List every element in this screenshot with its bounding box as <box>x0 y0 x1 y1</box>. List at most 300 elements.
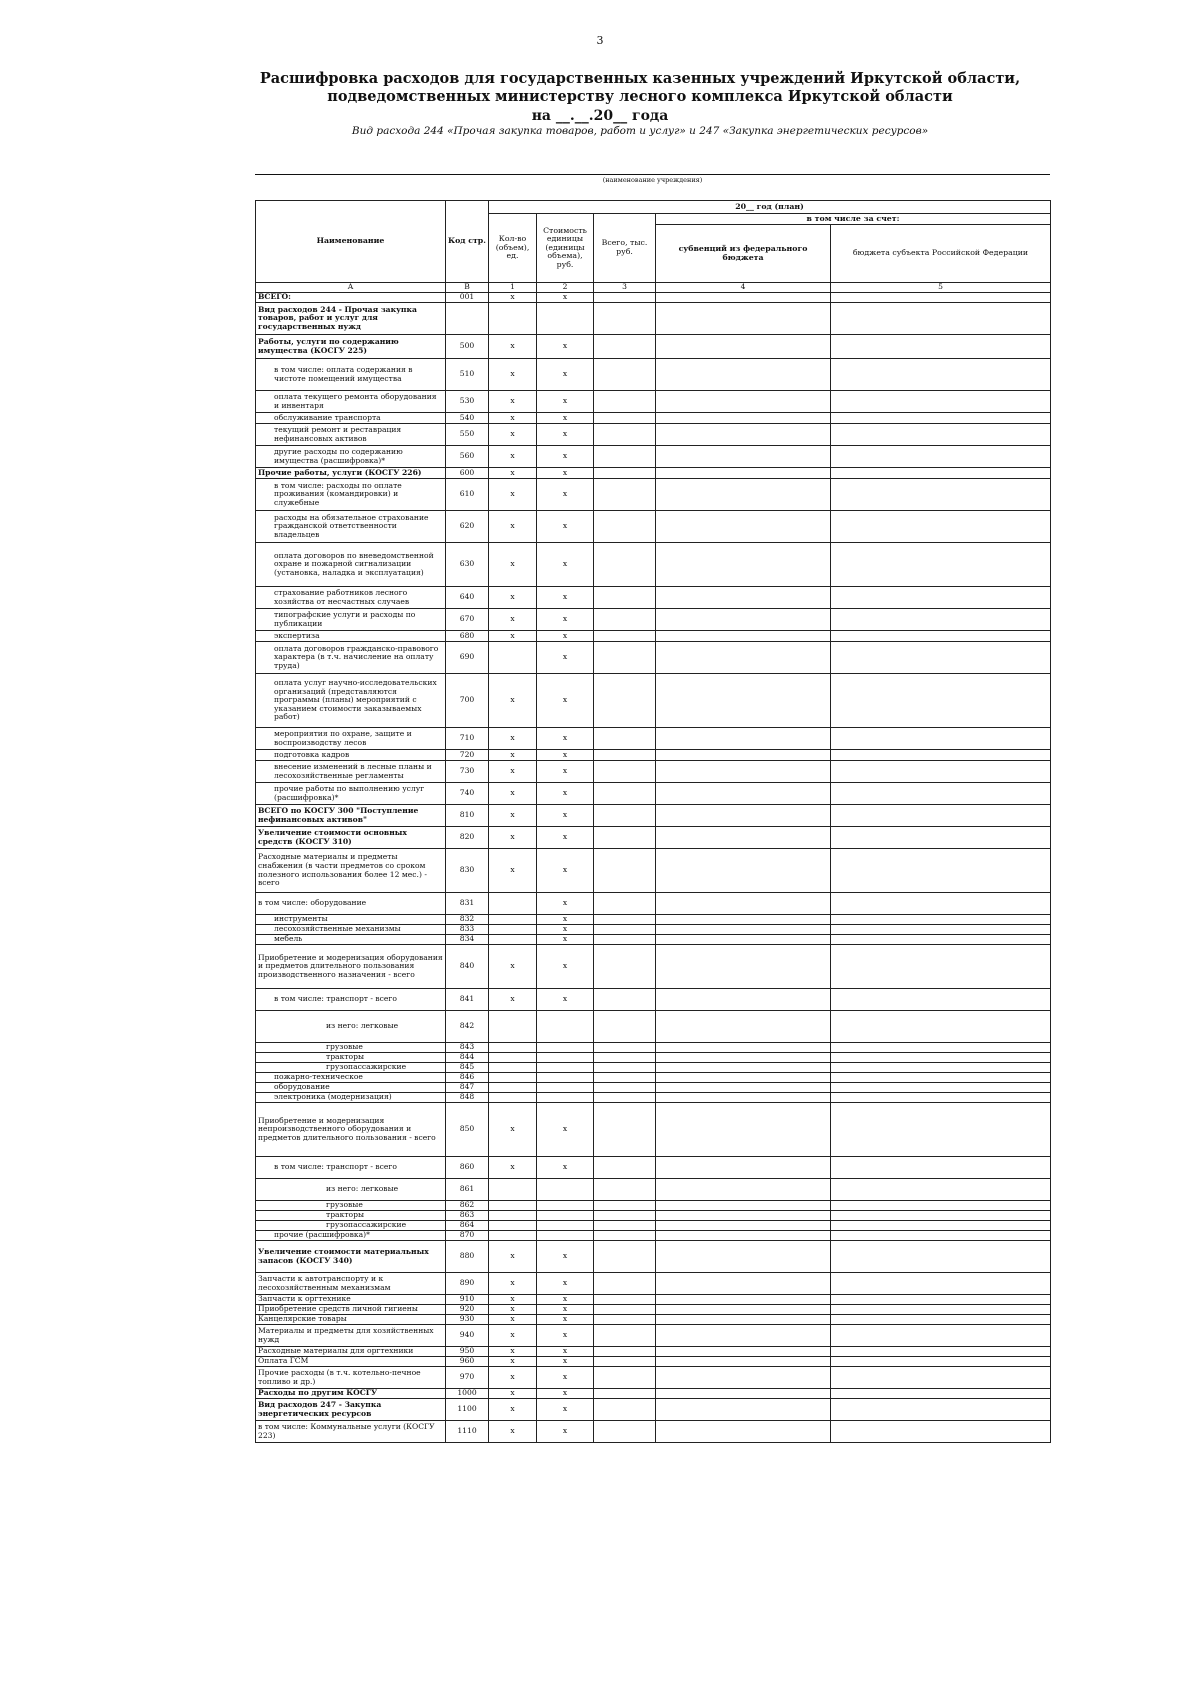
row-name: Приобретение средств личной гигиены <box>256 1305 446 1315</box>
row-total <box>594 391 656 413</box>
row-qty <box>489 303 537 335</box>
row-total <box>594 1399 656 1421</box>
row-qty: x <box>489 849 537 893</box>
row-code: 847 <box>446 1083 489 1093</box>
header-qty: Кол-во (объем), ед. <box>489 214 537 283</box>
row-code: 930 <box>446 1315 489 1325</box>
row-qty: x <box>489 945 537 989</box>
row-regional <box>831 1305 1051 1315</box>
row-code: 1110 <box>446 1421 489 1443</box>
row-qty: x <box>489 293 537 303</box>
row-name: Вид расходов 244 - Прочая закупка товаров, работ и услуг для государственных нужд <box>256 303 446 335</box>
row-unit-cost: x <box>537 543 594 587</box>
row-regional <box>831 1389 1051 1399</box>
header-federal: субвенций из федерального бюджета <box>656 225 831 283</box>
row-unit-cost <box>537 1231 594 1241</box>
table-row <box>256 543 1051 587</box>
row-qty: x <box>489 750 537 761</box>
row-total <box>594 1083 656 1093</box>
row-regional <box>831 1347 1051 1357</box>
row-unit-cost: x <box>537 1315 594 1325</box>
row-code: 710 <box>446 728 489 750</box>
row-name: в том числе: оплата содержания в чистоте помещений имущества <box>256 359 446 391</box>
row-total <box>594 1241 656 1273</box>
row-total <box>594 1347 656 1357</box>
row-regional <box>831 391 1051 413</box>
row-code: 700 <box>446 674 489 728</box>
row-federal <box>656 511 831 543</box>
row-unit-cost: x <box>537 1389 594 1399</box>
row-federal <box>656 1315 831 1325</box>
row-federal <box>656 391 831 413</box>
row-qty <box>489 893 537 915</box>
table-row <box>256 728 1051 750</box>
row-federal <box>656 424 831 446</box>
row-name: оплата договоров по вневедомственной охране и пожарной сигнализации (установка, наладка и эксплуатация) <box>256 543 446 587</box>
row-total <box>594 1053 656 1063</box>
row-total <box>594 989 656 1011</box>
row-unit-cost: x <box>537 359 594 391</box>
row-total <box>594 849 656 893</box>
row-code: 862 <box>446 1201 489 1211</box>
row-qty <box>489 925 537 935</box>
table-row <box>256 587 1051 609</box>
row-name: прочие работы по выполнению услуг (расшифровка)* <box>256 783 446 805</box>
row-code: 680 <box>446 631 489 642</box>
row-total <box>594 1093 656 1103</box>
row-qty: x <box>489 413 537 424</box>
row-name: Канцелярские товары <box>256 1315 446 1325</box>
row-federal <box>656 1221 831 1231</box>
row-code: 810 <box>446 805 489 827</box>
row-name: грузовые <box>256 1201 446 1211</box>
row-regional <box>831 413 1051 424</box>
row-regional <box>831 1315 1051 1325</box>
table-row <box>256 1231 1051 1241</box>
row-total <box>594 761 656 783</box>
row-total <box>594 674 656 728</box>
row-regional <box>831 783 1051 805</box>
row-federal <box>656 783 831 805</box>
row-name: ВСЕГО: <box>256 293 446 303</box>
row-regional <box>831 1295 1051 1305</box>
row-unit-cost <box>537 1083 594 1093</box>
table-row <box>256 1201 1051 1211</box>
row-total <box>594 1201 656 1211</box>
table-row <box>256 893 1051 915</box>
row-code: 550 <box>446 424 489 446</box>
expense-table <box>255 200 1051 1443</box>
row-name: из него: легковые <box>256 1011 446 1043</box>
row-regional <box>831 1053 1051 1063</box>
row-total <box>594 1073 656 1083</box>
row-total <box>594 609 656 631</box>
row-federal <box>656 1367 831 1389</box>
row-unit-cost: x <box>537 642 594 674</box>
row-federal <box>656 989 831 1011</box>
row-name: Прочие расходы (в т.ч. котельно-печное топливо и др.) <box>256 1367 446 1389</box>
row-regional <box>831 1201 1051 1211</box>
row-unit-cost: x <box>537 511 594 543</box>
row-name: экспертиза <box>256 631 446 642</box>
table-row <box>256 1083 1051 1093</box>
row-name: пожарно-техническое <box>256 1073 446 1083</box>
row-code: 1000 <box>446 1389 489 1399</box>
table-row <box>256 1347 1051 1357</box>
row-total <box>594 1221 656 1231</box>
table-row <box>256 750 1051 761</box>
row-federal <box>656 1053 831 1063</box>
document-subtitle: Вид расхода 244 «Прочая закупка товаров, работ и услуг» и 247 «Закупка энергетических ресурсов» <box>351 125 929 137</box>
row-unit-cost: x <box>537 925 594 935</box>
table-row <box>256 413 1051 424</box>
table-row <box>256 925 1051 935</box>
row-federal <box>656 359 831 391</box>
row-qty <box>489 1063 537 1073</box>
row-federal <box>656 1011 831 1043</box>
row-qty: x <box>489 1421 537 1443</box>
table-row <box>256 1273 1051 1295</box>
row-code: 820 <box>446 827 489 849</box>
row-code: 863 <box>446 1211 489 1221</box>
row-total <box>594 1357 656 1367</box>
row-total <box>594 1157 656 1179</box>
row-name: страхование работников лесного хозяйства от несчастных случаев <box>256 587 446 609</box>
row-code: 670 <box>446 609 489 631</box>
row-name: Материалы и предметы для хозяйственных нужд <box>256 1325 446 1347</box>
row-federal <box>656 587 831 609</box>
row-unit-cost: x <box>537 587 594 609</box>
row-regional <box>831 303 1051 335</box>
index-row <box>256 283 1051 293</box>
row-qty: x <box>489 511 537 543</box>
table-row <box>256 1157 1051 1179</box>
row-total <box>594 413 656 424</box>
row-name: прочие (расшифровка)* <box>256 1231 446 1241</box>
row-regional <box>831 1231 1051 1241</box>
row-qty: x <box>489 1315 537 1325</box>
row-total <box>594 1063 656 1073</box>
row-unit-cost <box>537 1043 594 1053</box>
table-row <box>256 468 1051 479</box>
row-federal <box>656 293 831 303</box>
row-code: 510 <box>446 359 489 391</box>
row-total <box>594 1179 656 1201</box>
row-qty: x <box>489 587 537 609</box>
row-code: 834 <box>446 935 489 945</box>
row-total <box>594 1273 656 1295</box>
row-qty: x <box>489 1347 537 1357</box>
row-qty: x <box>489 989 537 1011</box>
table-row <box>256 1063 1051 1073</box>
row-federal <box>656 1073 831 1083</box>
row-name: Приобретение и модернизация оборудования и предметов длительного пользования производственного назначения - всего <box>256 945 446 989</box>
row-qty: x <box>489 1367 537 1389</box>
table-row <box>256 391 1051 413</box>
row-total <box>594 1389 656 1399</box>
row-name: Прочие работы, услуги (КОСГУ 226) <box>256 468 446 479</box>
row-name: Увеличение стоимости материальных запасов (КОСГУ 340) <box>256 1241 446 1273</box>
row-code: 840 <box>446 945 489 989</box>
row-regional <box>831 674 1051 728</box>
table-row <box>256 642 1051 674</box>
row-total <box>594 1367 656 1389</box>
table-row <box>256 1053 1051 1063</box>
row-total <box>594 1295 656 1305</box>
row-qty: x <box>489 446 537 468</box>
row-qty <box>489 1073 537 1083</box>
row-qty: x <box>489 827 537 849</box>
row-federal <box>656 1421 831 1443</box>
row-unit-cost: x <box>537 468 594 479</box>
row-name: текущий ремонт и реставрация нефинансовых активов <box>256 424 446 446</box>
row-total <box>594 631 656 642</box>
table-row <box>256 359 1051 391</box>
row-name: внесение изменений в лесные планы и лесохозяйственные регламенты <box>256 761 446 783</box>
row-code: 620 <box>446 511 489 543</box>
index-cell: 5 <box>831 283 1051 293</box>
row-qty: x <box>489 1389 537 1399</box>
row-federal <box>656 1273 831 1295</box>
row-unit-cost <box>537 1011 594 1043</box>
row-unit-cost <box>537 1201 594 1211</box>
row-federal <box>656 750 831 761</box>
row-total <box>594 915 656 925</box>
table-row <box>256 1367 1051 1389</box>
row-qty: x <box>489 761 537 783</box>
row-name: Расходные материалы для оргтехники <box>256 1347 446 1357</box>
row-total <box>594 1315 656 1325</box>
row-qty: x <box>489 1295 537 1305</box>
row-federal <box>656 1103 831 1157</box>
row-name: тракторы <box>256 1211 446 1221</box>
row-unit-cost: x <box>537 1103 594 1157</box>
header-regional: бюджета субъекта Российской Федерации <box>831 225 1051 283</box>
row-regional <box>831 1157 1051 1179</box>
row-federal <box>656 479 831 511</box>
row-qty <box>489 642 537 674</box>
row-regional <box>831 827 1051 849</box>
row-name: Расходные материалы и предметы снабжения (в части предметов со сроком полезного использования более 12 мес.) - всего <box>256 849 446 893</box>
row-unit-cost: x <box>537 674 594 728</box>
row-code: 690 <box>446 642 489 674</box>
row-code: 850 <box>446 1103 489 1157</box>
table-row <box>256 1093 1051 1103</box>
row-regional <box>831 1325 1051 1347</box>
row-regional <box>831 1073 1051 1083</box>
table-row <box>256 1315 1051 1325</box>
date-line: на __.__.20__ года <box>531 108 669 124</box>
row-code: 843 <box>446 1043 489 1053</box>
row-federal <box>656 893 831 915</box>
row-total <box>594 479 656 511</box>
row-federal <box>656 1357 831 1367</box>
row-unit-cost: x <box>537 989 594 1011</box>
table-row <box>256 1211 1051 1221</box>
row-federal <box>656 1093 831 1103</box>
table-row <box>256 303 1051 335</box>
row-regional <box>831 893 1051 915</box>
row-code: 740 <box>446 783 489 805</box>
row-regional <box>831 1421 1051 1443</box>
row-federal <box>656 1157 831 1179</box>
table-row <box>256 1399 1051 1421</box>
row-unit-cost: x <box>537 728 594 750</box>
table-row <box>256 915 1051 925</box>
row-name: подготовка кадров <box>256 750 446 761</box>
row-unit-cost: x <box>537 631 594 642</box>
row-total <box>594 750 656 761</box>
row-name: Работы, услуги по содержанию имущества (КОСГУ 225) <box>256 335 446 359</box>
row-federal <box>656 805 831 827</box>
row-unit-cost <box>537 1211 594 1221</box>
row-regional <box>831 1273 1051 1295</box>
row-regional <box>831 915 1051 925</box>
row-qty: x <box>489 335 537 359</box>
row-code: 842 <box>446 1011 489 1043</box>
row-qty <box>489 1093 537 1103</box>
row-regional <box>831 935 1051 945</box>
row-qty: x <box>489 674 537 728</box>
table-row <box>256 609 1051 631</box>
row-federal <box>656 935 831 945</box>
row-total <box>594 468 656 479</box>
row-regional <box>831 989 1051 1011</box>
row-regional <box>831 761 1051 783</box>
row-unit-cost: x <box>537 1241 594 1273</box>
row-federal <box>656 827 831 849</box>
row-name: типографские услуги и расходы по публикации <box>256 609 446 631</box>
row-federal <box>656 543 831 587</box>
table-row <box>256 424 1051 446</box>
row-total <box>594 293 656 303</box>
row-unit-cost: x <box>537 1367 594 1389</box>
row-total <box>594 446 656 468</box>
header-year-plan: 20__ год (план) <box>489 201 1051 214</box>
row-code: 833 <box>446 925 489 935</box>
table-row <box>256 1073 1051 1083</box>
row-code: 500 <box>446 335 489 359</box>
row-regional <box>831 1103 1051 1157</box>
row-regional <box>831 1241 1051 1273</box>
row-qty: x <box>489 1103 537 1157</box>
row-unit-cost <box>537 1073 594 1083</box>
row-total <box>594 827 656 849</box>
row-regional <box>831 750 1051 761</box>
row-federal <box>656 925 831 935</box>
table-row <box>256 849 1051 893</box>
index-cell: А <box>256 283 446 293</box>
table-row <box>256 1421 1051 1443</box>
row-unit-cost: x <box>537 446 594 468</box>
row-code: 831 <box>446 893 489 915</box>
table-row <box>256 761 1051 783</box>
row-regional <box>831 479 1051 511</box>
row-qty <box>489 1201 537 1211</box>
row-federal <box>656 1043 831 1053</box>
row-federal <box>656 1201 831 1211</box>
row-qty <box>489 935 537 945</box>
row-federal <box>656 728 831 750</box>
row-qty: x <box>489 1305 537 1315</box>
row-unit-cost <box>537 1053 594 1063</box>
row-regional <box>831 609 1051 631</box>
row-qty <box>489 1231 537 1241</box>
index-cell: 1 <box>489 283 537 293</box>
row-name: оплата договоров гражданско-правового характера (в т.ч. начисление на оплату труда) <box>256 642 446 674</box>
row-qty: x <box>489 1357 537 1367</box>
row-name: Запчасти к автотранспорту и к лесохозяйственным механизмам <box>256 1273 446 1295</box>
index-cell: В <box>446 283 489 293</box>
row-unit-cost: x <box>537 1399 594 1421</box>
row-regional <box>831 925 1051 935</box>
row-unit-cost: x <box>537 609 594 631</box>
row-total <box>594 893 656 915</box>
index-cell: 2 <box>537 283 594 293</box>
row-qty <box>489 1043 537 1053</box>
row-unit-cost: x <box>537 761 594 783</box>
row-name: Расходы по другим КОСГУ <box>256 1389 446 1399</box>
row-total <box>594 783 656 805</box>
row-regional <box>831 728 1051 750</box>
row-qty: x <box>489 1399 537 1421</box>
row-code: 845 <box>446 1063 489 1073</box>
header-including: в том числе за счет: <box>656 214 1051 225</box>
row-unit-cost: x <box>537 805 594 827</box>
row-unit-cost <box>537 1063 594 1073</box>
row-regional <box>831 587 1051 609</box>
row-federal <box>656 609 831 631</box>
row-total <box>594 335 656 359</box>
row-qty: x <box>489 609 537 631</box>
row-total <box>594 1211 656 1221</box>
row-federal <box>656 1211 831 1221</box>
row-federal <box>656 1063 831 1073</box>
row-regional <box>831 1399 1051 1421</box>
row-qty: x <box>489 1157 537 1179</box>
row-name: из него: легковые <box>256 1179 446 1201</box>
row-code: 730 <box>446 761 489 783</box>
row-federal <box>656 674 831 728</box>
row-qty: x <box>489 424 537 446</box>
row-qty <box>489 1221 537 1231</box>
row-regional <box>831 1011 1051 1043</box>
row-name: мероприятия по охране, защите и воспроизводству лесов <box>256 728 446 750</box>
row-unit-cost <box>537 1221 594 1231</box>
row-qty: x <box>489 1325 537 1347</box>
header-name: Наименование <box>256 201 446 283</box>
row-name: грузопассажирские <box>256 1063 446 1073</box>
row-total <box>594 642 656 674</box>
table-row <box>256 335 1051 359</box>
row-regional <box>831 1179 1051 1201</box>
row-federal <box>656 1325 831 1347</box>
row-code: 910 <box>446 1295 489 1305</box>
table-row <box>256 1043 1051 1053</box>
row-federal <box>656 1241 831 1273</box>
row-code: 600 <box>446 468 489 479</box>
row-name: Оплата ГСМ <box>256 1357 446 1367</box>
row-code: 630 <box>446 543 489 587</box>
row-regional <box>831 1063 1051 1073</box>
row-federal <box>656 413 831 424</box>
table-row <box>256 935 1051 945</box>
row-qty <box>489 1083 537 1093</box>
table-body <box>256 293 1051 1443</box>
row-total <box>594 1325 656 1347</box>
row-unit-cost: x <box>537 935 594 945</box>
row-regional <box>831 359 1051 391</box>
